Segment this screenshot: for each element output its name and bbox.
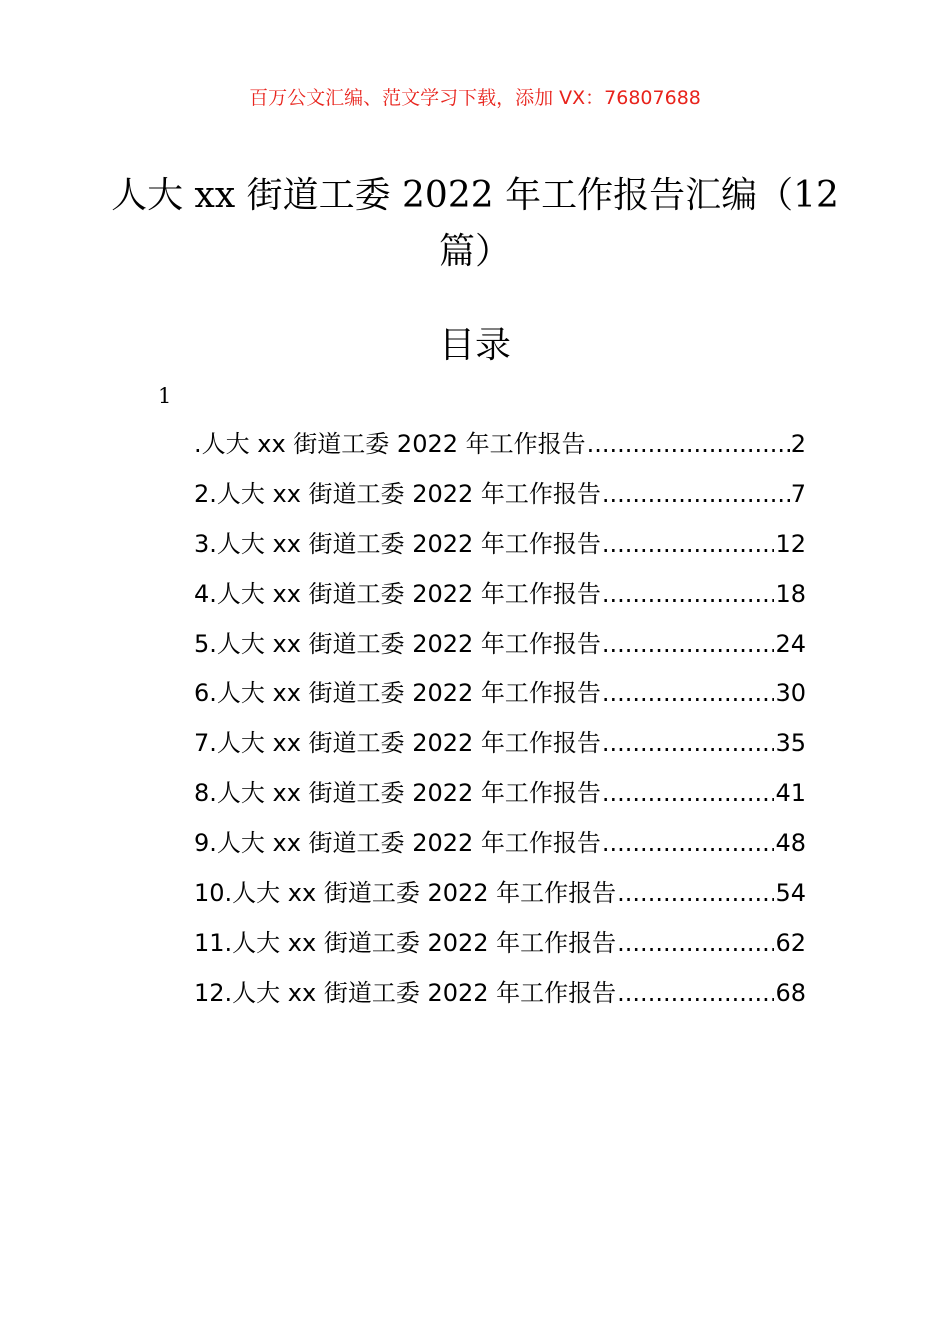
toc-heading: 目录 xyxy=(438,325,511,366)
table-of-contents xyxy=(194,420,806,1019)
toc-entry[interactable] xyxy=(194,719,806,769)
toc-dot-leader xyxy=(602,520,775,570)
toc-entry-page: 12 xyxy=(775,529,806,558)
toc-dot-leader xyxy=(587,420,790,470)
toc-dot-leader xyxy=(602,570,775,620)
toc-entry-label: 12.人大 xx 街道工委 2022 年工作报告 xyxy=(194,978,617,1007)
toc-dot-leader xyxy=(602,470,790,520)
toc-entry-page: 41 xyxy=(775,779,806,808)
toc-dot-leader xyxy=(602,719,775,769)
toc-entry[interactable] xyxy=(194,420,806,470)
toc-entry-label: 6.人大 xx 街道工委 2022 年工作报告 xyxy=(194,679,601,708)
toc-entry[interactable] xyxy=(194,919,806,969)
toc-entry-label: 5.人大 xx 街道工委 2022 年工作报告 xyxy=(194,629,601,658)
toc-dot-leader xyxy=(602,669,775,719)
toc-entry-page: 68 xyxy=(775,978,806,1007)
toc-entry-label: 7.人大 xx 街道工委 2022 年工作报告 xyxy=(194,729,601,758)
toc-entry[interactable] xyxy=(194,969,806,1019)
toc-entry[interactable] xyxy=(194,520,806,570)
toc-entry-label: .人大 xx 街道工委 2022 年工作报告 xyxy=(194,430,586,458)
toc-entry-label: 3.人大 xx 街道工委 2022 年工作报告 xyxy=(194,529,601,558)
toc-entry-page: 35 xyxy=(775,729,806,758)
toc-entry-label: 8.人大 xx 街道工委 2022 年工作报告 xyxy=(194,779,601,808)
toc-entry[interactable] xyxy=(194,869,806,919)
toc-entry-page: 7 xyxy=(790,479,806,508)
toc-dot-leader xyxy=(602,769,775,819)
toc-entry[interactable] xyxy=(194,470,806,520)
header-banner: 百万公文汇编、范文学习下载，添加 VX：76807688 xyxy=(249,87,701,109)
toc-dot-leader xyxy=(617,969,774,1019)
toc-entry[interactable] xyxy=(194,620,806,670)
toc-entry-label: 10.人大 xx 街道工委 2022 年工作报告 xyxy=(194,879,617,908)
toc-entry-label: 4.人大 xx 街道工委 2022 年工作报告 xyxy=(194,579,601,608)
toc-entry[interactable] xyxy=(194,669,806,719)
toc-entry[interactable] xyxy=(194,570,806,620)
toc-entry-page: 48 xyxy=(775,829,806,858)
toc-entry[interactable] xyxy=(194,769,806,819)
toc-dot-leader xyxy=(617,919,774,969)
toc-entry[interactable] xyxy=(194,819,806,869)
toc-entry-label: 9.人大 xx 街道工委 2022 年工作报告 xyxy=(194,829,601,858)
document-title: 人大 xx 街道工委 2022 年工作报告汇编（12 篇） xyxy=(111,175,839,272)
toc-dot-leader xyxy=(602,819,775,869)
toc-entry-label: 2.人大 xx 街道工委 2022 年工作报告 xyxy=(194,479,601,508)
toc-entry-page: 2 xyxy=(790,430,806,458)
toc-entry-page: 18 xyxy=(775,579,806,608)
toc-entry-page: 24 xyxy=(775,629,806,658)
toc-entry-label: 11.人大 xx 街道工委 2022 年工作报告 xyxy=(194,928,617,957)
toc-dot-leader xyxy=(617,869,774,919)
stray-list-number: 1 xyxy=(158,384,172,408)
toc-entry-page: 54 xyxy=(775,879,806,908)
toc-entry-page: 62 xyxy=(775,928,806,957)
toc-entry-page: 30 xyxy=(775,679,806,708)
toc-dot-leader xyxy=(602,620,775,670)
